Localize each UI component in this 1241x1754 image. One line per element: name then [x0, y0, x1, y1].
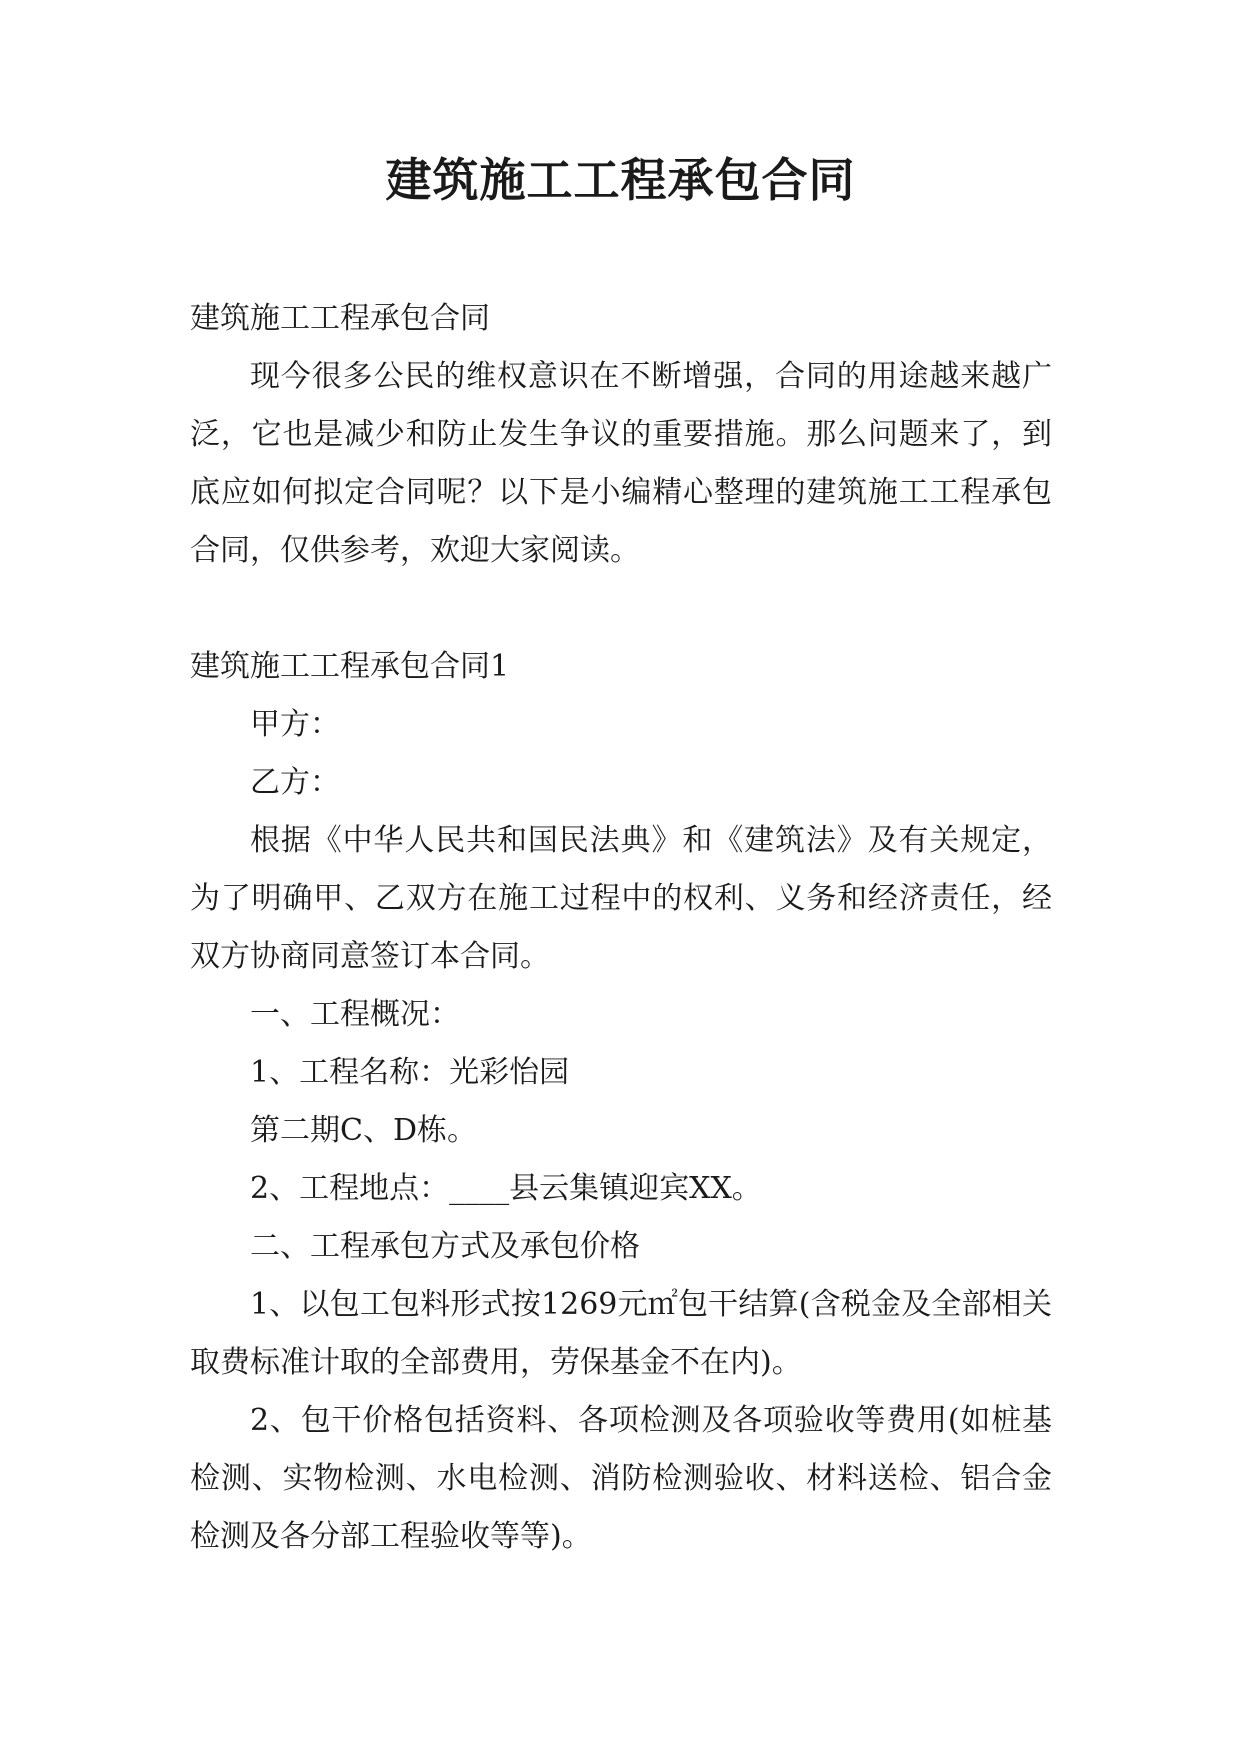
party-b-label: 乙方： — [250, 765, 340, 800]
project-location: 2、工程地点：____县云集镇迎宾XX。 — [250, 1171, 762, 1206]
section-2-title: 二、工程承包方式及承包价格 — [250, 1229, 640, 1264]
section-1-title: 一、工程概况： — [250, 997, 460, 1032]
intro-paragraph: 现今很多公民的维权意识在不断增强，合同的用途越来越广泛，它也是减少和防止发生争议的重要措施。那么问题来了，到底应如何拟定合同呢？以下是小编精心整理的建筑施工工程承包合同，仅供参考，欢迎大家阅读。 — [190, 359, 1052, 568]
basis-paragraph: 根据《中华人民共和国民法典》和《建筑法》及有关规定，为了明确甲、乙双方在施工过程中的权利、义务和经济责任，经双方协商同意签订本合同。 — [190, 823, 1052, 974]
project-phase: 第二期C、D栋。 — [250, 1113, 478, 1148]
document-body — [190, 290, 1052, 1566]
contract-heading: 建筑施工工程承包合同1 — [190, 649, 510, 684]
project-name: 1、工程名称：光彩怡园 — [250, 1055, 570, 1090]
party-a-label: 甲方： — [250, 707, 340, 742]
document-title: 建筑施工工程承包合同 — [385, 153, 856, 207]
clause-2-paragraph: 2、包干价格包括资料、各项检测及各项验收等费用(如桩基检测、实物检测、水电检测、消防检测验收、材料送检、铝合金检测及各分部工程验收等等)。 — [190, 1403, 1052, 1554]
clause-1-paragraph: 1、以包工包料形式按1269元㎡包干结算(含税金及全部相关取费标准计取的全部费用，劳保基金不在内)。 — [190, 1287, 1052, 1380]
spacer — [190, 580, 1052, 638]
document-subtitle: 建筑施工工程承包合同 — [190, 301, 490, 336]
